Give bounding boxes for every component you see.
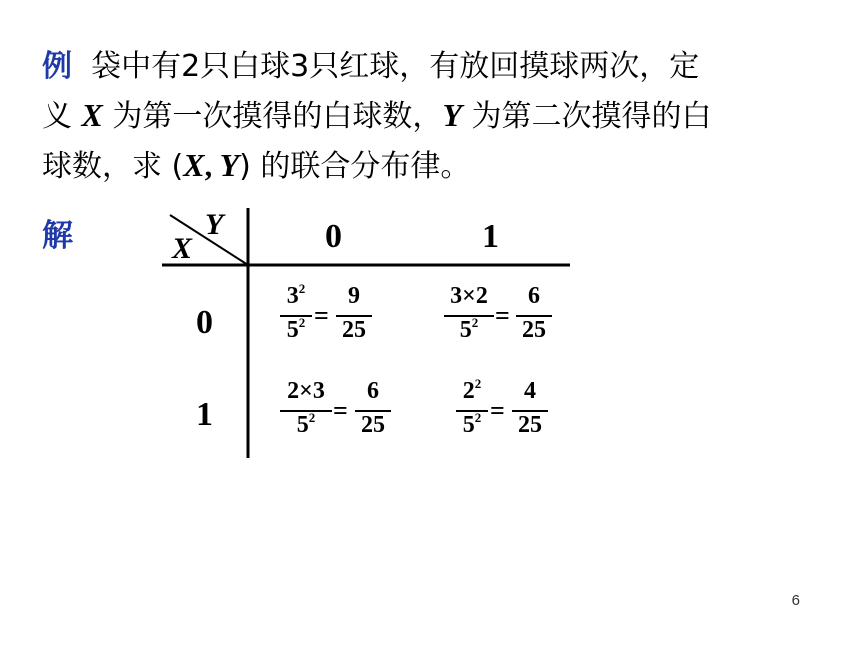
row-header-0: 0 bbox=[196, 304, 213, 341]
cell-0-0-num-exp: 2 bbox=[298, 281, 306, 296]
cell-1-1-right-fraction bbox=[512, 378, 548, 448]
cell-1-1-num-exp: 2 bbox=[474, 376, 482, 391]
cell-0-0-den-exp: 2 bbox=[298, 315, 306, 330]
problem-text-2c: 为第二次摸得的白 bbox=[461, 99, 712, 134]
var-x-2: X bbox=[183, 147, 205, 183]
corner-x-label: X bbox=[172, 232, 193, 265]
problem-text-3b: ) 的联合分布律。 bbox=[239, 149, 471, 184]
corner-y-label: Y bbox=[205, 208, 224, 241]
cell-1-0-right-fraction bbox=[355, 378, 391, 448]
cell-1-0-den: 5 bbox=[296, 412, 309, 438]
cell-0-0-equals: = bbox=[314, 301, 329, 330]
col-header-0: 0 bbox=[325, 218, 342, 255]
cell-1-0-left-fraction bbox=[280, 378, 332, 448]
cell-1-0-equals: = bbox=[333, 396, 348, 425]
cell-0-1-num: 3×2 bbox=[450, 283, 488, 309]
cell-1-1-result-den: 25 bbox=[518, 412, 542, 438]
cell-1-1-equals: = bbox=[490, 396, 505, 425]
var-y: Y bbox=[442, 97, 462, 133]
cell-0-1-equals: = bbox=[495, 301, 510, 330]
cell-0-1-den-exp: 2 bbox=[471, 315, 479, 330]
cell-1-1-den: 5 bbox=[462, 412, 475, 438]
problem-text-3a: 球数，求 ( bbox=[42, 149, 184, 184]
col-header-1: 1 bbox=[482, 218, 499, 255]
cell-1-1-num: 2 bbox=[462, 378, 475, 404]
problem-text-2a: 义 bbox=[42, 99, 82, 134]
cell-1-0-num: 2×3 bbox=[287, 378, 325, 404]
cell-0-0-num: 3 bbox=[286, 283, 299, 309]
comma: , bbox=[204, 150, 220, 183]
cell-0-1-den: 5 bbox=[459, 317, 472, 343]
var-x: X bbox=[81, 97, 103, 133]
cell-1-0-den-exp: 2 bbox=[308, 410, 316, 425]
cell-1-1-result-num: 4 bbox=[524, 378, 536, 404]
cell-1-1-den-exp: 2 bbox=[474, 410, 482, 425]
cell-1-1-left-fraction bbox=[456, 378, 488, 448]
cell-0-0-result-den: 25 bbox=[342, 317, 366, 343]
cell-0-1-left-fraction bbox=[444, 283, 494, 353]
cell-0-1-result-num: 6 bbox=[528, 283, 540, 309]
example-label: 例 bbox=[42, 49, 72, 84]
cell-0-0-left-fraction bbox=[280, 283, 312, 353]
cell-0-0-result-num: 9 bbox=[348, 283, 360, 309]
cell-0-0-den: 5 bbox=[286, 317, 299, 343]
cell-1-0-result-num: 6 bbox=[367, 378, 379, 404]
var-y-2: Y bbox=[219, 147, 240, 183]
cell-0-1-right-fraction bbox=[516, 283, 552, 353]
page-number: 6 bbox=[791, 592, 800, 609]
problem-text-2b: 为第一次摸得的白球数， bbox=[102, 99, 443, 134]
solution-label: 解 bbox=[42, 218, 73, 254]
problem-text-1: 袋中有2只白球3只红球，有放回摸球两次，定 bbox=[91, 49, 700, 84]
row-header-1: 1 bbox=[196, 396, 213, 433]
cell-1-0-result-den: 25 bbox=[361, 412, 385, 438]
cell-0-0-right-fraction bbox=[336, 283, 372, 353]
cell-0-1-result-den: 25 bbox=[522, 317, 546, 343]
